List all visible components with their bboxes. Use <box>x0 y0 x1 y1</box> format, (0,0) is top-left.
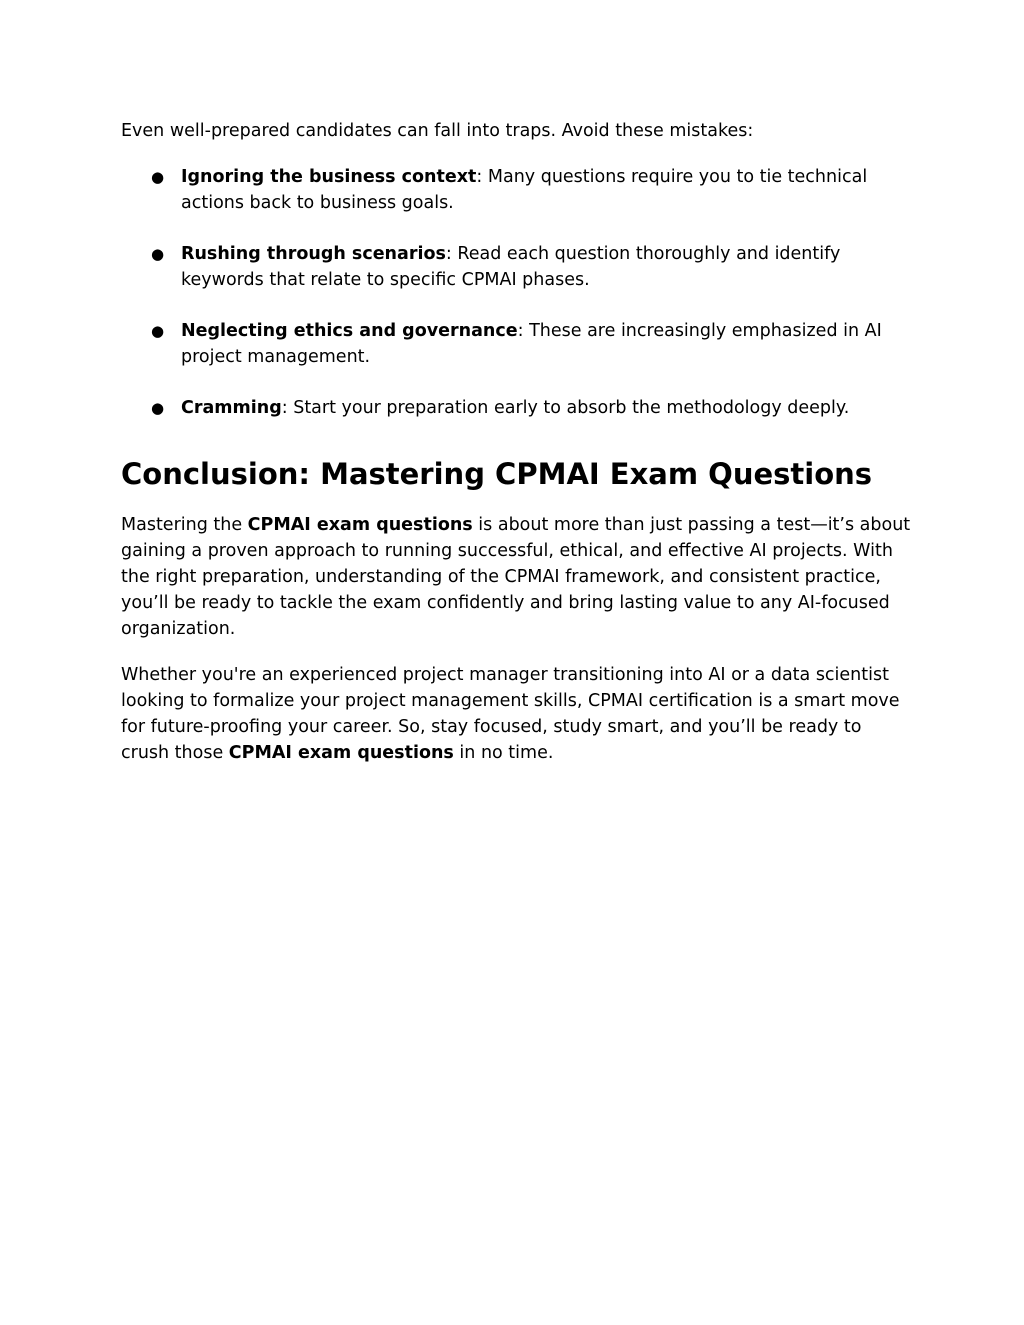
mistakes-list <box>121 164 911 421</box>
conclusion-paragraph-1 <box>121 512 911 642</box>
intro-paragraph: Even well-prepared candidates can fall into traps. Avoid these mistakes: <box>121 121 754 141</box>
bold-keyword: CPMAI exam questions <box>247 515 473 535</box>
paragraph-text: in no time. <box>453 743 554 763</box>
mistake-term: Cramming <box>181 398 282 418</box>
paragraph-text: Whether you're an experienced project manager transitioning into AI or a data scientist looking to formalize your project management skills, CPMAI certification is a smart move for future-proofing your career. So, stay focused, study smart, and you’ll be ready to crush those <box>121 665 900 763</box>
list-item <box>121 318 911 370</box>
paragraph-text: Mastering the <box>121 515 248 535</box>
list-item <box>121 395 911 421</box>
bullet-icon: ● <box>151 168 165 186</box>
conclusion-paragraph-2 <box>121 662 911 766</box>
list-item <box>121 241 911 293</box>
conclusion-heading: Conclusion: Mastering CPMAI Exam Questions <box>121 457 873 491</box>
bullet-icon: ● <box>151 322 165 340</box>
mistake-text: : These are increasingly emphasized in AI project management. <box>181 321 882 367</box>
paragraph-text: is about more than just passing a test—it’s about gaining a proven approach to running successful, ethical, and effective AI projects. With the right preparation, understanding of the CPMAI framework, and consistent practice, you’ll be ready to tackle the exam confidently and bring lasting value to any AI-focused organization. <box>121 515 911 639</box>
mistake-text: : Read each question thoroughly and identify keywords that relate to specific CPMAI phases. <box>181 244 841 290</box>
bullet-icon: ● <box>151 245 165 263</box>
bullet-icon: ● <box>151 399 165 417</box>
mistake-term: Neglecting ethics and governance <box>181 321 518 341</box>
document-page <box>121 118 911 786</box>
bold-keyword: CPMAI exam questions <box>228 743 454 763</box>
mistake-text: : Start your preparation early to absorb the methodology deeply. <box>281 398 850 418</box>
mistake-term: Ignoring the business context <box>181 167 477 187</box>
mistake-term: Rushing through scenarios <box>181 244 446 264</box>
list-item <box>121 164 911 216</box>
mistake-text: : Many questions require you to tie technical actions back to business goals. <box>181 167 868 213</box>
